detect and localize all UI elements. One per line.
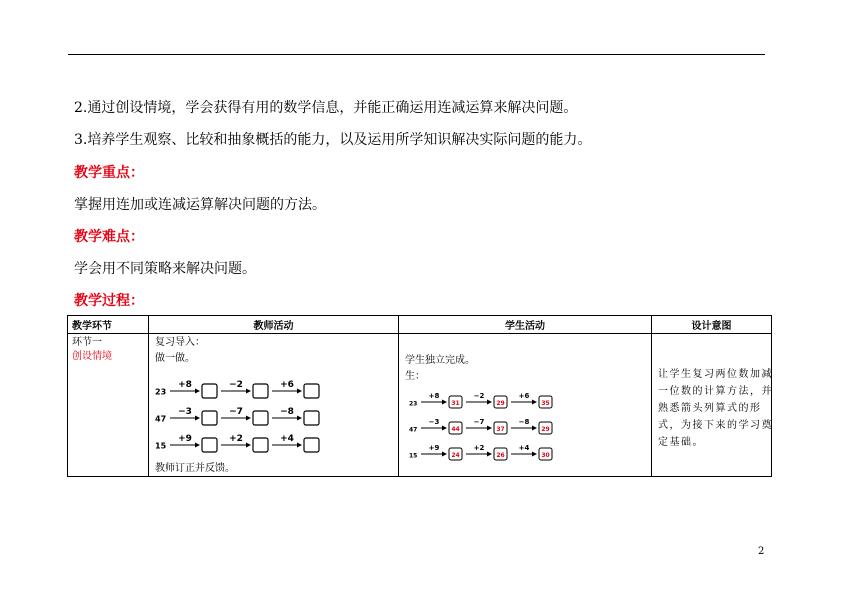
- chain-answer-box: [202, 438, 217, 452]
- chain-operator: +4: [280, 434, 294, 444]
- chain-start-number: 15: [409, 452, 418, 460]
- header-student: 学生活动: [399, 316, 652, 334]
- chain-start-number: 23: [155, 387, 167, 397]
- header-intent: 设计意图: [652, 316, 772, 334]
- process-heading: 教学过程：: [74, 293, 144, 309]
- chain-answer-value: 44: [451, 426, 460, 433]
- student-answer-chains: [399, 334, 651, 476]
- chain-operator: +2: [229, 434, 243, 444]
- chain-operator: +8: [178, 380, 192, 390]
- student-intro: 学生独立完成。: [405, 355, 475, 366]
- chain-answer-box: [253, 438, 268, 452]
- chain-arrow-head: [195, 416, 200, 421]
- chain-arrow-head: [532, 426, 537, 431]
- intent-cell: [652, 334, 772, 477]
- chain-answer-value: 37: [496, 426, 505, 433]
- teacher-exercise-chains: [149, 334, 398, 476]
- chain-arrow-head: [487, 452, 492, 457]
- header-teacher: 教师活动: [149, 316, 399, 334]
- chain-operator: +9: [428, 444, 440, 452]
- chain-operator: +4: [518, 444, 530, 452]
- stage-title: 创设情境: [72, 351, 112, 362]
- objective-2: 2.通过创设情境，学会获得有用的数学信息，并能正确运用连减运算来解决问题。: [74, 100, 578, 116]
- chain-operator: −8: [518, 418, 530, 426]
- chain-answer-value: 35: [541, 400, 550, 407]
- chain-answer-value: 26: [496, 452, 505, 459]
- chain-answer-box: [304, 384, 319, 398]
- chain-answer-box: [202, 384, 217, 398]
- chain-operator: −7: [473, 418, 485, 426]
- chain-arrow-head: [297, 416, 302, 421]
- chain-arrow-head: [246, 443, 251, 448]
- chain-answer-value: 24: [451, 452, 460, 459]
- teacher-footer: 教师订正并反馈。: [155, 463, 235, 474]
- chain-operator: +6: [518, 392, 530, 400]
- header-rule: [68, 54, 765, 55]
- chain-operator: +9: [178, 434, 192, 444]
- chain-answer-box: [202, 411, 217, 425]
- chain-operator: +6: [280, 380, 294, 390]
- chain-answer-box: [253, 411, 268, 425]
- chain-operator: −3: [428, 418, 440, 426]
- objective-3: 3.培养学生观察、比较和抽象概括的能力，以及运用所学知识解决实际问题的能力。: [74, 132, 592, 148]
- chain-operator: −8: [280, 407, 294, 417]
- chain-answer-box: [304, 438, 319, 452]
- header-stage: 教学环节: [68, 316, 149, 334]
- chain-operator: −3: [178, 407, 192, 417]
- chain-operator: +8: [428, 392, 440, 400]
- stage-number: 环节一: [72, 337, 102, 348]
- chain-start-number: 47: [155, 414, 167, 424]
- lesson-table: [67, 315, 772, 477]
- chain-operator: −7: [229, 407, 243, 417]
- table-header-row: [68, 316, 772, 334]
- chain-answer-box: [304, 411, 319, 425]
- chain-arrow-head: [297, 443, 302, 448]
- chain-answer-box: [253, 384, 268, 398]
- chain-answer-value: 31: [451, 400, 460, 407]
- chain-arrow-head: [442, 426, 447, 431]
- key-point-heading: 教学重点：: [74, 165, 144, 181]
- table-row: [68, 334, 772, 477]
- teacher-task: 做一做。: [155, 353, 195, 364]
- teacher-cell: [149, 334, 399, 477]
- difficulty-text: 学会用不同策略来解决问题。: [74, 261, 256, 277]
- student-cell: [399, 334, 652, 477]
- chain-answer-value: 30: [541, 452, 550, 459]
- chain-arrow-head: [442, 400, 447, 405]
- stage-cell: [68, 334, 149, 477]
- chain-arrow-head: [532, 400, 537, 405]
- chain-arrow-head: [246, 389, 251, 394]
- key-point-text: 掌握用连加或连减运算解决问题的方法。: [74, 197, 326, 213]
- chain-answer-value: 29: [541, 426, 550, 433]
- intent-text: 让学生复习两位数加减一位数的计算方法，并熟悉箭头列算式的形式，为接下来的学习奠定基础。: [658, 369, 773, 448]
- chain-start-number: 15: [155, 441, 167, 451]
- teacher-intro: 复习导入：: [155, 337, 205, 348]
- page-number: 2: [758, 546, 765, 557]
- difficulty-heading: 教学难点：: [74, 229, 144, 245]
- chain-arrow-head: [487, 426, 492, 431]
- chain-arrow-head: [195, 443, 200, 448]
- chain-answer-value: 29: [496, 400, 505, 407]
- chain-start-number: 23: [409, 400, 418, 408]
- chain-operator: +2: [473, 444, 485, 452]
- student-answer-label: 生：: [405, 371, 425, 382]
- chain-arrow-head: [442, 452, 447, 457]
- chain-operator: −2: [229, 380, 243, 390]
- chain-start-number: 47: [409, 426, 418, 434]
- chain-arrow-head: [297, 389, 302, 394]
- chain-arrow-head: [195, 389, 200, 394]
- chain-arrow-head: [487, 400, 492, 405]
- chain-arrow-head: [532, 452, 537, 457]
- chain-arrow-head: [246, 416, 251, 421]
- chain-operator: −2: [473, 392, 485, 400]
